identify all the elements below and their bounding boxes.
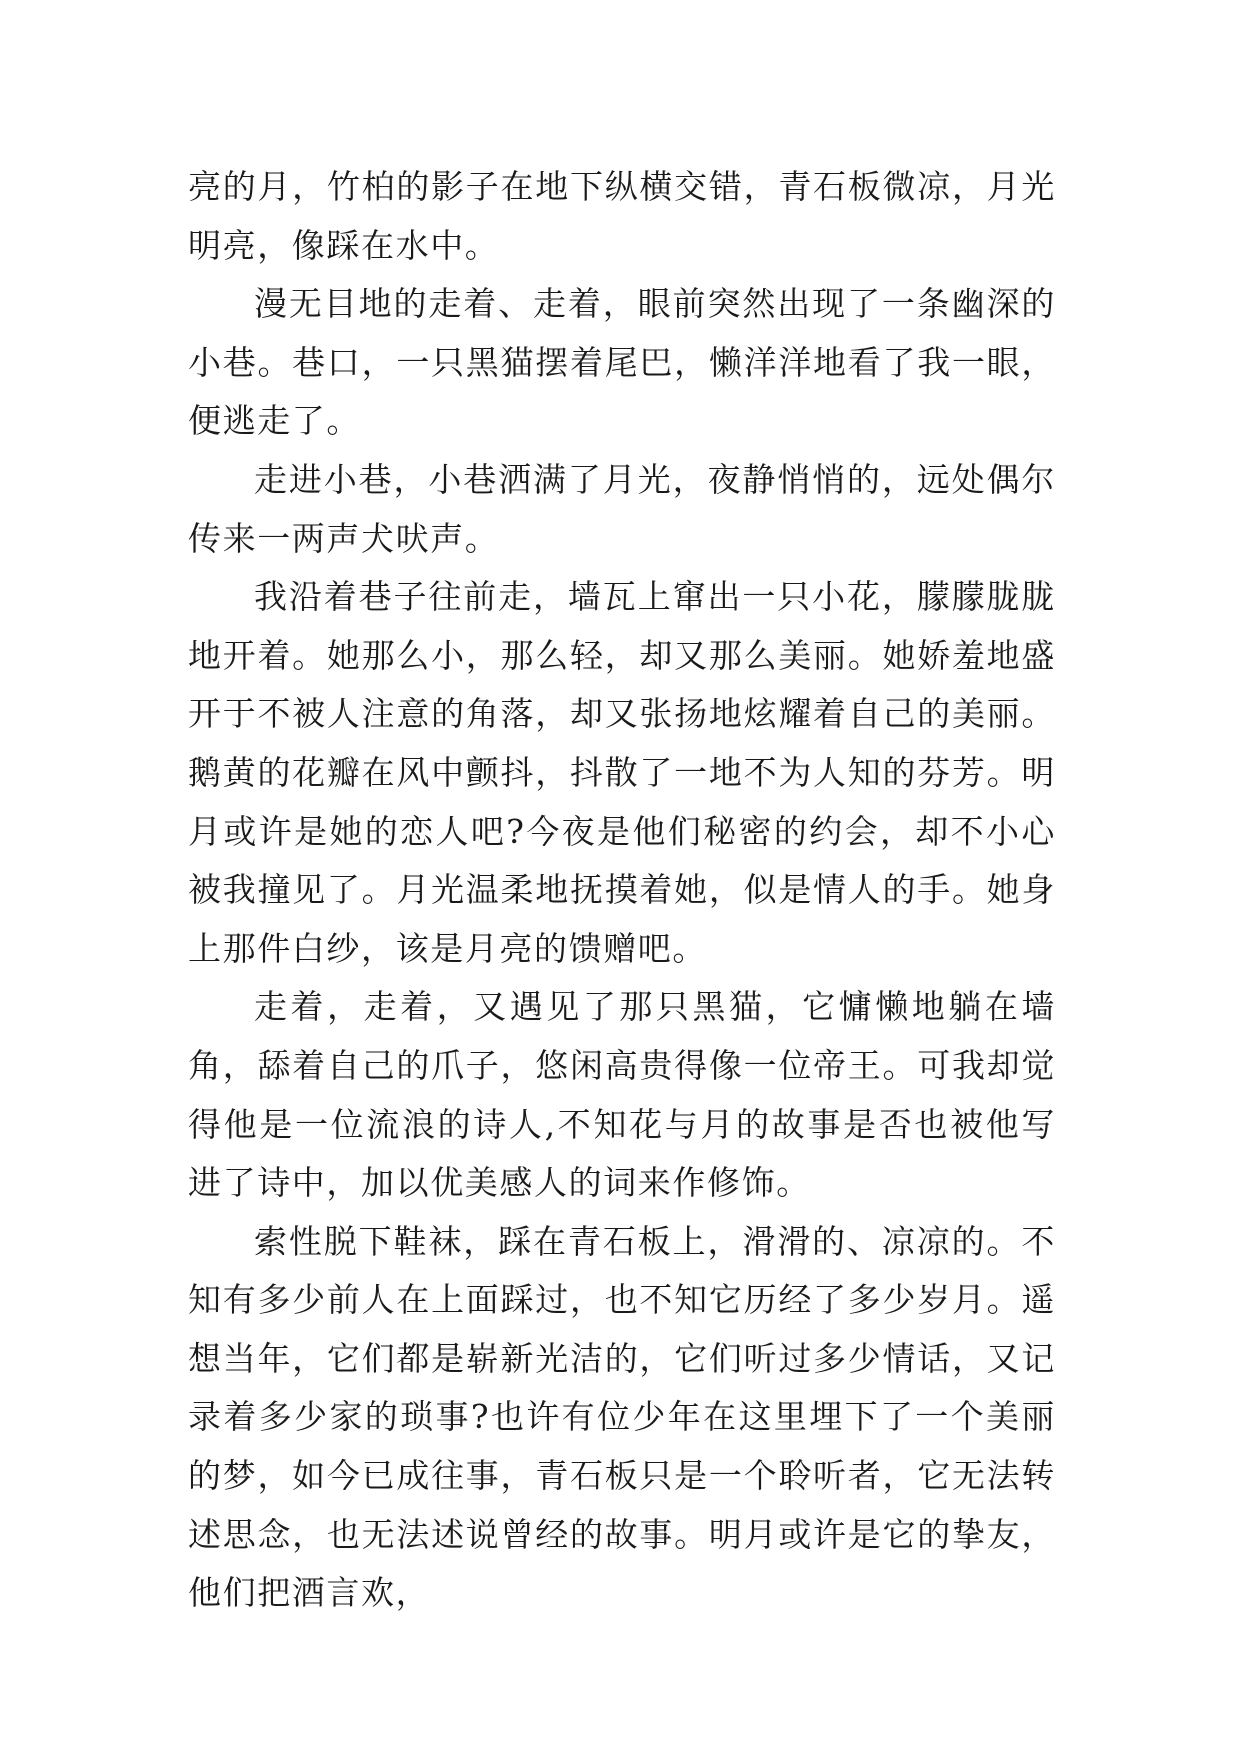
paragraph-4: 我沿着巷子往前走，墙瓦上窜出一只小花，朦朦胧胧地开着。她那么小，那么轻，却又那么美丽。她娇羞地盛开于不被人注意的角落，却又张扬地炫耀着自己的美丽。鹅黄的花瓣在风中颤抖，抖散了一地不为人知的芬芳。明月或许是她的恋人吧?今夜是他们秘密的约会，却不小心被我撞见了。月光温柔地抚摸着她，似是情人的手。她身上那件白纱，该是月亮的馈赠吧。: [188, 577, 1056, 968]
paragraph-5: 走着，走着，又遇见了那只黑猫，它慵懒地躺在墙角，舔着自己的爪子，悠闲高贵得像一位帝王。可我却觉得他是一位流浪的诗人,不知花与月的故事是否也被他写进了诗中，加以优美感人的词来作修饰。: [188, 987, 1056, 1203]
paragraph-2: 漫无目地的走着、走着，眼前突然出现了一条幽深的小巷。巷口，一只黑猫摆着尾巴，懒洋洋地看了我一眼，便逃走了。: [188, 284, 1056, 441]
body-text: [188, 158, 1056, 1623]
paragraph-3: 走进小巷，小巷洒满了月光，夜静悄悄的，远处偶尔传来一两声犬吠声。: [188, 459, 1056, 558]
paragraph-6: 索性脱下鞋袜，踩在青石板上，滑滑的、凉凉的。不知有多少前人在上面踩过，也不知它历经了多少岁月。遥想当年，它们都是崭新光洁的，它们听过多少情话，又记录着多少家的琐事?也许有位少年在这里埋下了一个美丽的梦，如今已成往事，青石板只是一个聆听者，它无法转述思念，也无法述说曾经的故事。明月或许是它的挚友，他们把酒言欢，: [188, 1221, 1056, 1613]
paragraph-1: 亮的月，竹柏的影子在地下纵横交错，青石板微凉，月光明亮，像踩在水中。: [188, 167, 1056, 265]
